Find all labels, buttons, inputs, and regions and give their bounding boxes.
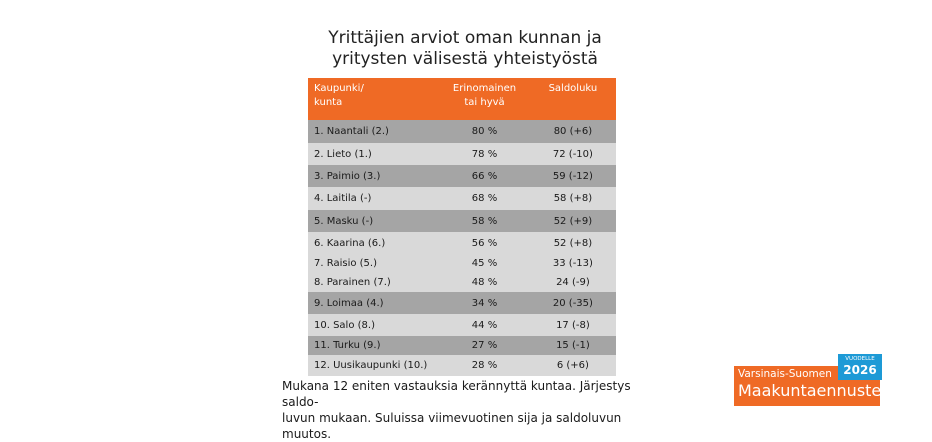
row-city: 5. Masku (-) bbox=[308, 210, 439, 232]
header-saldo bbox=[530, 78, 616, 120]
row-city: 7. Raisio (5.) bbox=[308, 254, 439, 273]
table-row bbox=[308, 210, 616, 232]
row-city: 12. Uusikaupunki (10.) bbox=[308, 355, 439, 376]
badge-year: 2026 bbox=[843, 363, 877, 377]
row-pct: 28 % bbox=[439, 355, 530, 376]
table-header-row bbox=[308, 78, 616, 120]
table-row bbox=[308, 120, 616, 143]
row-saldo: 52 (+9) bbox=[530, 210, 616, 232]
footnote-line-1: Mukana 12 eniten vastauksia kerännyttä kuntaa. Järjestys saldo- bbox=[282, 379, 631, 409]
ranking-table bbox=[308, 78, 616, 376]
row-pct: 68 % bbox=[439, 187, 530, 210]
title-line-1: Yrittäjien arviot oman kunnan ja bbox=[328, 28, 602, 48]
row-city: 1. Naantali (2.) bbox=[308, 120, 439, 143]
badge-label: VUODELLE bbox=[845, 356, 875, 362]
footnote bbox=[282, 378, 662, 442]
page-title bbox=[280, 28, 650, 70]
row-pct: 27 % bbox=[439, 336, 530, 355]
row-pct: 78 % bbox=[439, 143, 530, 165]
header-city-line-2: kunta bbox=[314, 97, 343, 108]
row-pct: 56 % bbox=[439, 232, 530, 254]
header-city bbox=[308, 78, 439, 120]
row-pct: 48 % bbox=[439, 273, 530, 292]
row-saldo: 72 (-10) bbox=[530, 143, 616, 165]
row-saldo: 20 (-35) bbox=[530, 292, 616, 314]
row-pct: 80 % bbox=[439, 120, 530, 143]
row-city: 10. Salo (8.) bbox=[308, 314, 439, 336]
row-pct: 34 % bbox=[439, 292, 530, 314]
row-city: 6. Kaarina (6.) bbox=[308, 232, 439, 254]
row-pct: 58 % bbox=[439, 210, 530, 232]
table-row bbox=[308, 355, 616, 376]
row-pct: 44 % bbox=[439, 314, 530, 336]
logo-title-text: Maakuntaennuste bbox=[738, 381, 882, 400]
row-saldo: 58 (+8) bbox=[530, 187, 616, 210]
header-city-line-1: Kaupunki/ bbox=[314, 83, 364, 94]
row-city: 4. Laitila (-) bbox=[308, 187, 439, 210]
header-saldo-label: Saldoluku bbox=[548, 83, 598, 94]
table-row bbox=[308, 187, 616, 210]
row-pct: 45 % bbox=[439, 254, 530, 273]
year-badge bbox=[838, 354, 882, 380]
table-row bbox=[308, 292, 616, 314]
header-excellent-line-2: tai hyvä bbox=[464, 97, 505, 108]
maakuntaennuste-logo bbox=[734, 354, 884, 408]
table-row bbox=[308, 254, 616, 273]
row-saldo: 6 (+6) bbox=[530, 355, 616, 376]
row-city: 11. Turku (9.) bbox=[308, 336, 439, 355]
row-city: 3. Paimio (3.) bbox=[308, 165, 439, 187]
table-row bbox=[308, 336, 616, 355]
logo-region-text: Varsinais-Suomen bbox=[738, 368, 832, 380]
title-line-2: yritysten välisestä yhteistyöstä bbox=[332, 49, 598, 69]
row-saldo: 80 (+6) bbox=[530, 120, 616, 143]
header-excellent-or-good bbox=[439, 78, 530, 120]
row-saldo: 15 (-1) bbox=[530, 336, 616, 355]
row-city: 8. Parainen (7.) bbox=[308, 273, 439, 292]
table-row bbox=[308, 273, 616, 292]
row-saldo: 33 (-13) bbox=[530, 254, 616, 273]
row-saldo: 59 (-12) bbox=[530, 165, 616, 187]
row-saldo: 24 (-9) bbox=[530, 273, 616, 292]
table-row bbox=[308, 232, 616, 254]
table-row bbox=[308, 314, 616, 336]
row-saldo: 52 (+8) bbox=[530, 232, 616, 254]
row-city: 2. Lieto (1.) bbox=[308, 143, 439, 165]
row-pct: 66 % bbox=[439, 165, 530, 187]
row-saldo: 17 (-8) bbox=[530, 314, 616, 336]
row-city: 9. Loimaa (4.) bbox=[308, 292, 439, 314]
header-excellent-line-1: Erinomainen bbox=[452, 83, 517, 94]
table-row bbox=[308, 165, 616, 187]
table-row bbox=[308, 143, 616, 165]
footnote-line-2: luvun mukaan. Suluissa viimevuotinen sija ja saldoluvun muutos. bbox=[282, 411, 622, 441]
